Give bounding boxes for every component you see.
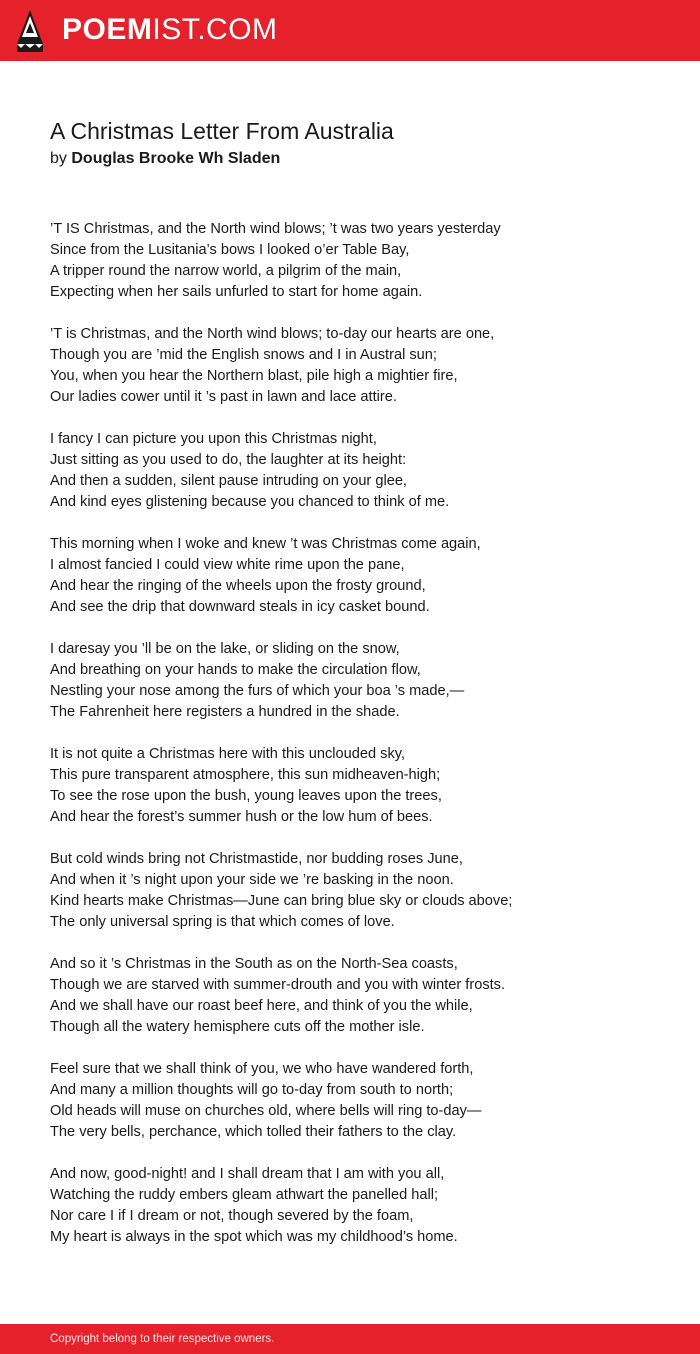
poem-line: Though we are starved with summer-drouth and you with winter frosts. bbox=[50, 977, 506, 993]
poem-line: Since from the Lusitania’s bows I looked o’er Table Bay, bbox=[50, 242, 410, 258]
poem-stanza bbox=[50, 1164, 670, 1248]
poem-line: And hear the forest’s summer hush or the low hum of bees. bbox=[50, 809, 433, 825]
poem-line: But cold winds bring not Christmastide, nor budding roses June, bbox=[50, 851, 463, 867]
poem-line: Our ladies cower until it ’s past in lawn and lace attire. bbox=[50, 389, 397, 405]
poem-line: And we shall have our roast beef here, and think of you the while, bbox=[50, 998, 473, 1014]
copyright-text: Copyright belong to their respective owners. bbox=[50, 1333, 275, 1345]
poem-line: And breathing on your hands to make the circulation flow, bbox=[50, 662, 421, 678]
poem-line: I fancy I can picture you upon this Christmas night, bbox=[50, 431, 377, 447]
poem-line: It is not quite a Christmas here with this unclouded sky, bbox=[50, 746, 406, 762]
poem-line: And so it ’s Christmas in the South as on the North-Sea coasts, bbox=[50, 956, 458, 972]
by-label: by bbox=[50, 150, 67, 167]
site-logo[interactable] bbox=[62, 12, 278, 48]
poem-body bbox=[50, 219, 670, 1269]
logo-text-strong: POEM bbox=[62, 13, 153, 46]
poem-line: Feel sure that we shall think of you, we who have wandered forth, bbox=[50, 1061, 474, 1077]
poem-stanza bbox=[50, 534, 670, 618]
poem-line: Nor care I if I dream or not, though severed by the foam, bbox=[50, 1208, 414, 1224]
poem-line: And now, good-night! and I shall dream that I am with you all, bbox=[50, 1166, 445, 1182]
poem-line: Expecting when her sails unfurled to start for home again. bbox=[50, 284, 423, 300]
poem-line: And kind eyes glistening because you chanced to think of me. bbox=[50, 494, 450, 510]
poem-stanza bbox=[50, 219, 670, 303]
poem-line: And when it ’s night upon your side we ’re basking in the noon. bbox=[50, 872, 454, 888]
poem-stanza bbox=[50, 849, 670, 933]
poem-line: A tripper round the narrow world, a pilgrim of the main, bbox=[50, 263, 402, 279]
poem-title: A Christmas Letter From Australia bbox=[50, 118, 394, 144]
poem-line: And many a million thoughts will go to-day from south to north; bbox=[50, 1082, 454, 1098]
poem-line: Though you are ’mid the English snows and I in Austral sun; bbox=[50, 347, 437, 363]
poem-line: I daresay you ’ll be on the lake, or sliding on the snow, bbox=[50, 641, 400, 657]
poem-line: The very bells, perchance, which tolled their fathers to the clay. bbox=[50, 1124, 457, 1140]
poem-line: You, when you hear the Northern blast, pile high a mightier fire, bbox=[50, 368, 458, 384]
pencil-tip-icon[interactable] bbox=[17, 10, 43, 52]
poem-line: And see the drip that downward steals in icy casket bound. bbox=[50, 599, 430, 615]
poem-line: And hear the ringing of the wheels upon the frosty ground, bbox=[50, 578, 426, 594]
site-footer bbox=[0, 1324, 700, 1354]
poem-line: The only universal spring is that which comes of love. bbox=[50, 914, 395, 930]
poem-line: I almost fancied I could view white rime upon the pane, bbox=[50, 557, 405, 573]
poem-line: The Fahrenheit here registers a hundred in the shade. bbox=[50, 704, 400, 720]
poem-line: This pure transparent atmosphere, this sun midheaven-high; bbox=[50, 767, 441, 783]
poem-line: Though all the watery hemisphere cuts off the mother isle. bbox=[50, 1019, 425, 1035]
poem-line: My heart is always in the spot which was my childhood’s home. bbox=[50, 1229, 458, 1245]
site-header bbox=[0, 0, 700, 61]
author-name: Douglas Brooke Wh Sladen bbox=[71, 150, 281, 167]
poem-line: Watching the ruddy embers gleam athwart the panelled hall; bbox=[50, 1187, 439, 1203]
poem-line: Kind hearts make Christmas—June can bring blue sky or clouds above; bbox=[50, 893, 513, 909]
poem-line: Just sitting as you used to do, the laughter at its height: bbox=[50, 452, 407, 468]
poem-line: ’T IS Christmas, and the North wind blows; ’t was two years yesterday bbox=[50, 221, 501, 237]
logo-text-light: IST.COM bbox=[152, 13, 278, 46]
poem-stanza bbox=[50, 429, 670, 513]
poem-stanza bbox=[50, 639, 670, 723]
poem-stanza bbox=[50, 324, 670, 408]
poem-line: ’T is Christmas, and the North wind blows; to-day our hearts are one, bbox=[50, 326, 495, 342]
poem-stanza bbox=[50, 1059, 670, 1143]
poem-stanza bbox=[50, 744, 670, 828]
poem-line: Old heads will muse on churches old, where bells will ring to-day— bbox=[50, 1103, 482, 1119]
poem-byline bbox=[50, 148, 280, 170]
poem-stanza bbox=[50, 954, 670, 1038]
poem-line: And then a sudden, silent pause intruding on your glee, bbox=[50, 473, 407, 489]
poem-line: Nestling your nose among the furs of which your boa ’s made,— bbox=[50, 683, 465, 699]
poem-line: This morning when I woke and knew ’t was Christmas come again, bbox=[50, 536, 481, 552]
poem-line: To see the rose upon the bush, young leaves upon the trees, bbox=[50, 788, 442, 804]
